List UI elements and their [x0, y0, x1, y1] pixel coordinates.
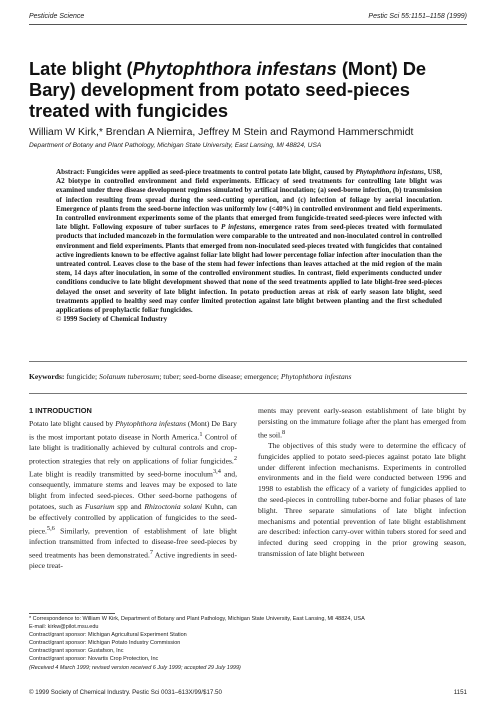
- sponsor-note: Contract/grant sponsor: Michigan Agricultural Experiment Station: [29, 632, 187, 639]
- journal-citation: Pestic Sci 55:1151–1158 (1999): [368, 13, 467, 20]
- intro-paragraph: The objectives of this study were to determine the efficacy of fungicides applied to potato seed-pieces against potato late blight under different infection mechanisms. Experiments in controlled environments and in the field were conducted between 1996 and 1998 to establish the efficacy of a variety of fungicides applied to the seed-pieces in controlling tuber-borne and foliar phases of late blight. Three separate simulations of late blight infection mechanisms and potential prevention of late blight establishment are described: infection carry-over within tubers stored for seed and infected during seed cropping in the prior growing season, transmission of late blight between: [258, 440, 466, 558]
- divider: [29, 393, 467, 394]
- keywords: Keywords: fungicide; Solanum tuberosum; tuber; seed-borne disease; emergence; Phytophthora infestans: [29, 372, 352, 381]
- affiliation: Department of Botany and Plant Pathology, Michigan State University, East Lansing, MI 48824, USA: [29, 142, 322, 149]
- sponsor-note: Contract/grant sponsor: Novartis Crop Protection, Inc: [29, 656, 159, 663]
- header-rule: [29, 24, 467, 25]
- intro-paragraph: Potato late blight caused by Phytophthora infestans (Mont) De Bary is the most important potato disease in North America.$^1$ Control of late blight is traditionally achieved by cultural controls and crop-protection strategies that rely on applications of foliar fungicides.$^2$ Late blight is readily transmitted by seed-borne inoculum$^{3,4}$ and, consequently, immature stems and leaves may be exposed to late blight from infected seed-pieces. Other seed-borne pathogens of potatoes, such as Fusarium spp and Rhizoctonia solani Kuhn, can be effectively controlled by application of fungicides to the seed-piece.$^{5,6}$ Similarly, prevention of establishment of late blight infection transmitted from infected to disease-free seed-pieces by seed treatments has been demonstrated.$^7$ Active ingredients in seed-piece treat-: [29, 418, 237, 571]
- abstract: Abstract: Fungicides were applied as seed-piece treatments to control potato late blight, caused by Phytophthora infestans, US8, A2 biotype in controlled environment and field experiments. Efficacy of seed treatments for controlling late blight was examined under three disease development regimes simulated by artifical inoculation; (a) seed-borne infection, (b) transmission of infection resulting from spread during the seed-cutting operation, and (c) infection of foliage by aerial inoculation. Emergence of plants from the seed-borne infection was uniformly low (<40%) in controlled environment and field experiments. In controlled environment experiments some of the plants that emerged from fungicide-treated seed-pieces were infected with late blight. Following exposure of tuber surfaces to P infestans, emergence rates from seed-pieces treated with formulated products that included mancozeb in the formulation were comparable to the untreated and non-inoculated control in controlled environment and field experiments. Plants that emerged from non-inoculated seed-pieces treated with fungicides that contained active ingredients known to be effective against foliar late blight had lower percentage foliar infection after inoculation than the untreated control. Leaves close to the base of the stem had fewer infections than leaves attached at the mid region of the main stem, 14 days after inoculation, in some of the controlled environment studies. In contrast, field experiments conducted under conditions conducive to late blight development showed that none of the seed treatments applied to late blight-free seed-pieces delayed the onset and severity of late blight infection. In potato production areas at risk of early season late blight, seed treatments applied to healthy seed may confer limited protection against late blight between planting and the first scheduled applications of prophylactic foliar fungicides. © 1999 Society of Chemical Industry: [56, 168, 442, 324]
- section-heading: 1 INTRODUCTION: [29, 406, 92, 415]
- received-dates: (Received 4 March 1999; revised version received 6 July 1999; accepted 29 July 1999): [29, 664, 241, 671]
- paper-title: Late blight (Phytophthora infestans (Mont) De Bary) development from potato seed-pieces treated with fungicides: [29, 58, 427, 121]
- divider: [29, 361, 467, 362]
- email-note: E-mail: kirkw@pilot.msu.edu: [29, 624, 99, 631]
- abstract-label: Abstract:: [56, 168, 85, 176]
- authors: William W Kirk,* Brendan A Niemira, Jeffrey M Stein and Raymond Hammerschmidt: [29, 127, 414, 138]
- correspondence-note: * Correspondence to: William W Kirk, Department of Botany and Plant Pathology, Michigan State University, East Lansing, MI 48824, USA: [29, 616, 365, 622]
- footnote-rule: [29, 613, 115, 614]
- page-number: 1151: [453, 689, 467, 696]
- footnotes: [29, 615, 469, 672]
- journal-section: Pesticide Science: [29, 13, 85, 20]
- sponsor-note: Contract/grant sponsor: Gustafson, Inc: [29, 648, 124, 655]
- intro-left-column: [29, 406, 237, 572]
- abstract-copyright: © 1999 Society of Chemical Industry: [56, 315, 168, 324]
- sponsor-note: Contract/grant sponsor: Michigan Potato Industry Commission: [29, 640, 181, 647]
- footer-copyright: © 1999 Society of Chemical Industry. Pestic Sci 0031–613X/99/$17.50: [29, 689, 222, 696]
- intro-right-column: [258, 406, 466, 560]
- intro-paragraph: ments may prevent early-season establishment of late blight by persisting on the immature foliage after the plant has emerged from the soil.$^8$: [258, 406, 466, 440]
